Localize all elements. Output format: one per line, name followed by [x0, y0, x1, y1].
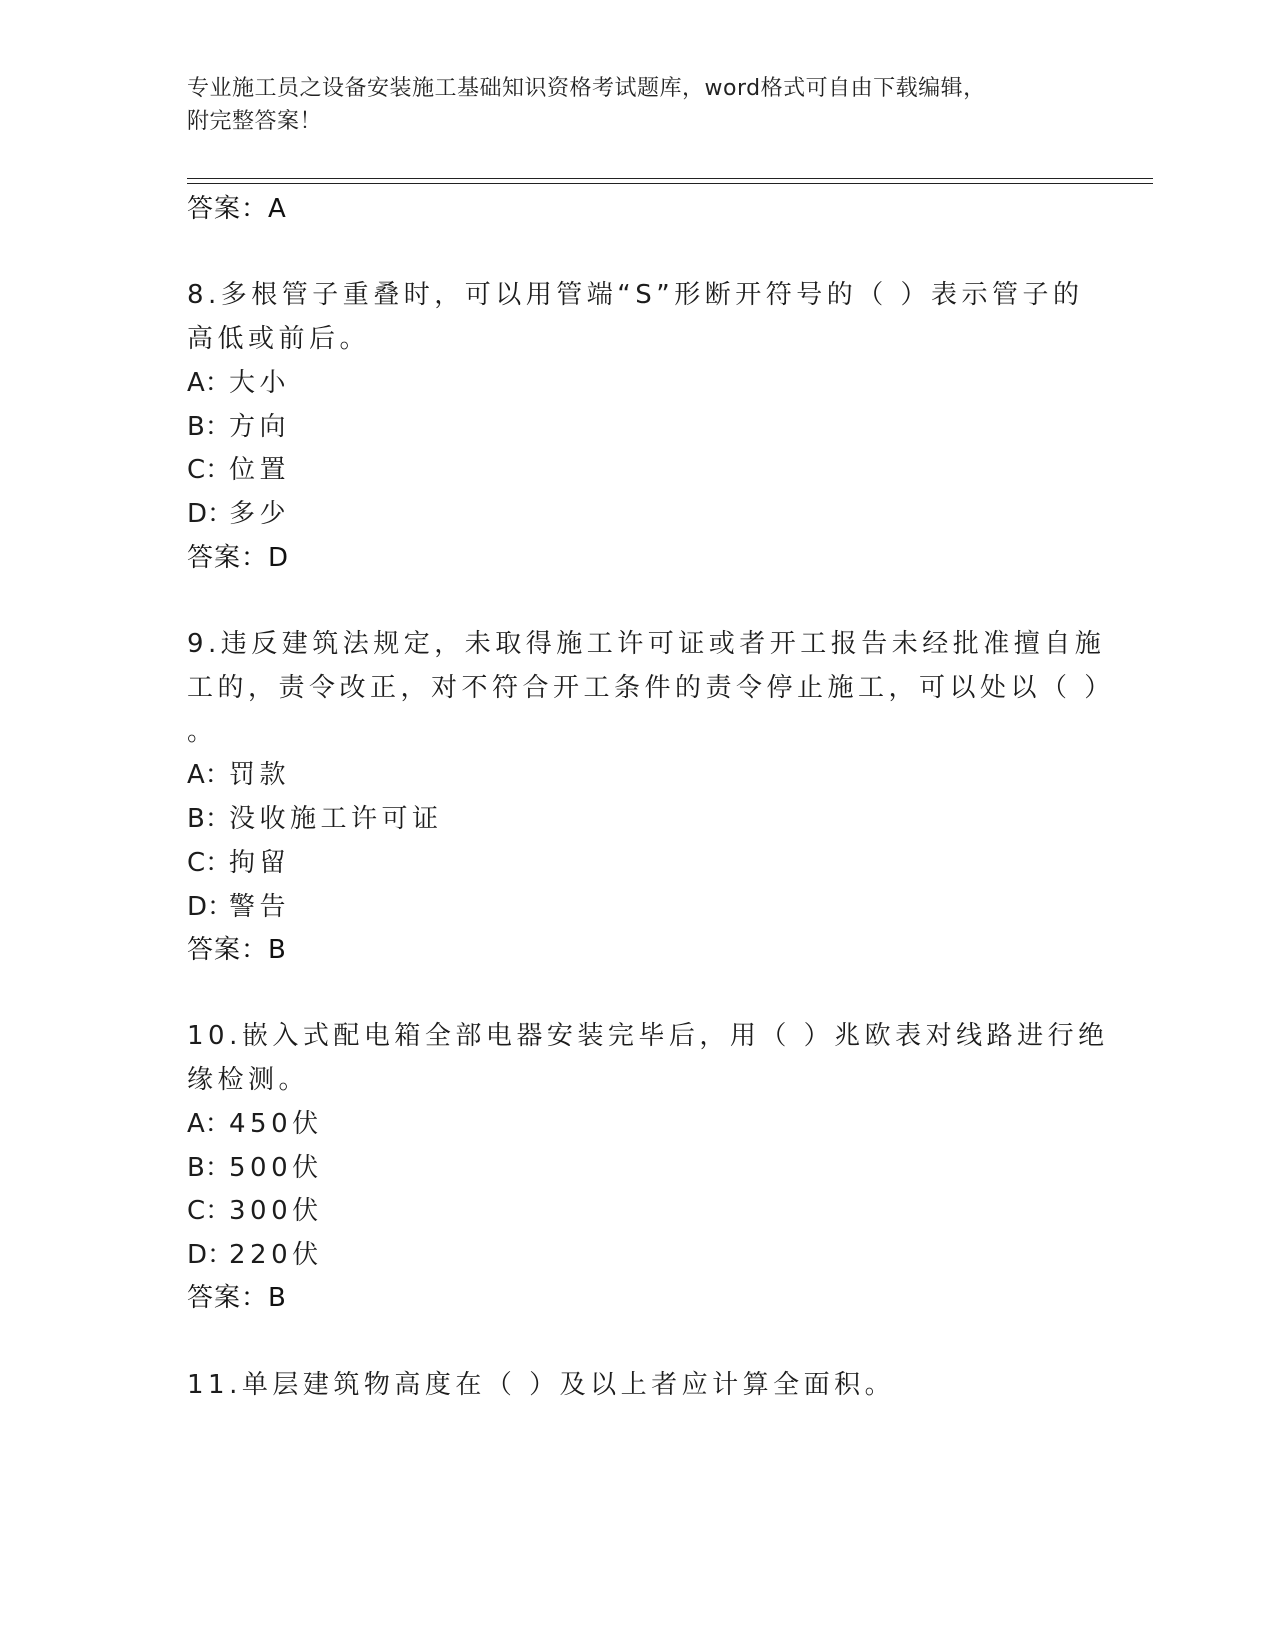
- question-10-option-c: [187, 1190, 323, 1227]
- question-9-option-a: [187, 754, 290, 791]
- question-9-option-c: [187, 842, 290, 879]
- question-10-answer: 答案：B: [187, 1283, 287, 1313]
- question-9-line-2: 工的，责令改正，对不符合开工条件的责令停止施工，可以处以（ ）: [187, 673, 1115, 703]
- question-8-option-c: [187, 449, 290, 486]
- question-8-line-1: 8.多根管子重叠时，可以用管端“S”形断开符号的（ ）表示管子的: [187, 280, 1084, 310]
- option-text: 220伏: [229, 1240, 323, 1270]
- option-text: 大小: [229, 368, 291, 398]
- question-10-option-a: [187, 1103, 323, 1140]
- option-key: B：: [187, 804, 231, 834]
- answer-previous: 答案：A: [187, 194, 287, 224]
- question-9-line-3: 。: [187, 717, 218, 747]
- option-key: D：: [187, 1240, 234, 1270]
- option-text: 位置: [229, 455, 291, 485]
- option-text: 多少: [229, 499, 291, 529]
- option-key: B：: [187, 1153, 231, 1183]
- option-key: D：: [187, 892, 234, 922]
- question-9-option-d: [187, 886, 290, 923]
- option-text: 300伏: [229, 1196, 323, 1226]
- option-text: 450伏: [229, 1109, 323, 1139]
- question-8-option-b: [187, 406, 290, 443]
- option-text: 警告: [229, 892, 291, 922]
- header-line-2: 附完整答案！: [187, 109, 323, 134]
- question-9-answer: 答案：B: [187, 935, 287, 965]
- option-key: B：: [187, 412, 231, 442]
- header-divider-top: [187, 178, 1153, 179]
- option-key: A：: [187, 1109, 231, 1139]
- option-text: 500伏: [229, 1153, 323, 1183]
- question-10-option-b: [187, 1147, 323, 1184]
- question-11-line-1: 11.单层建筑物高度在（ ）及以上者应计算全面积。: [187, 1370, 896, 1400]
- option-text: 拘留: [229, 848, 291, 878]
- question-8-option-d: [187, 493, 290, 530]
- option-text: 没收施工许可证: [229, 804, 443, 834]
- document-header: [187, 72, 1087, 138]
- question-8-answer: 答案：D: [187, 543, 290, 573]
- question-9-line-1: 9.违反建筑法规定，未取得施工许可证或者开工报告未经批准擅自施: [187, 629, 1106, 659]
- option-key: A：: [187, 760, 231, 790]
- option-key: C：: [187, 455, 232, 485]
- option-text: 罚款: [229, 760, 291, 790]
- question-9-option-b: [187, 798, 443, 835]
- question-10-option-d: [187, 1234, 323, 1271]
- question-8-option-a: [187, 362, 290, 399]
- option-key: C：: [187, 1196, 232, 1226]
- question-8-line-2: 高低或前后。: [187, 324, 371, 354]
- question-10-line-2: 缘检测。: [187, 1065, 310, 1095]
- option-text: 方向: [229, 412, 291, 442]
- option-key: C：: [187, 848, 232, 878]
- option-key: A：: [187, 368, 231, 398]
- header-line-1: 专业施工员之设备安装施工基础知识资格考试题库，word格式可自由下载编辑，: [187, 76, 986, 101]
- header-divider-bottom: [187, 183, 1153, 184]
- question-10-line-1: 10.嵌入式配电箱全部电器安装完毕后，用（ ）兆欧表对线路进行绝: [187, 1021, 1109, 1051]
- option-key: D：: [187, 499, 234, 529]
